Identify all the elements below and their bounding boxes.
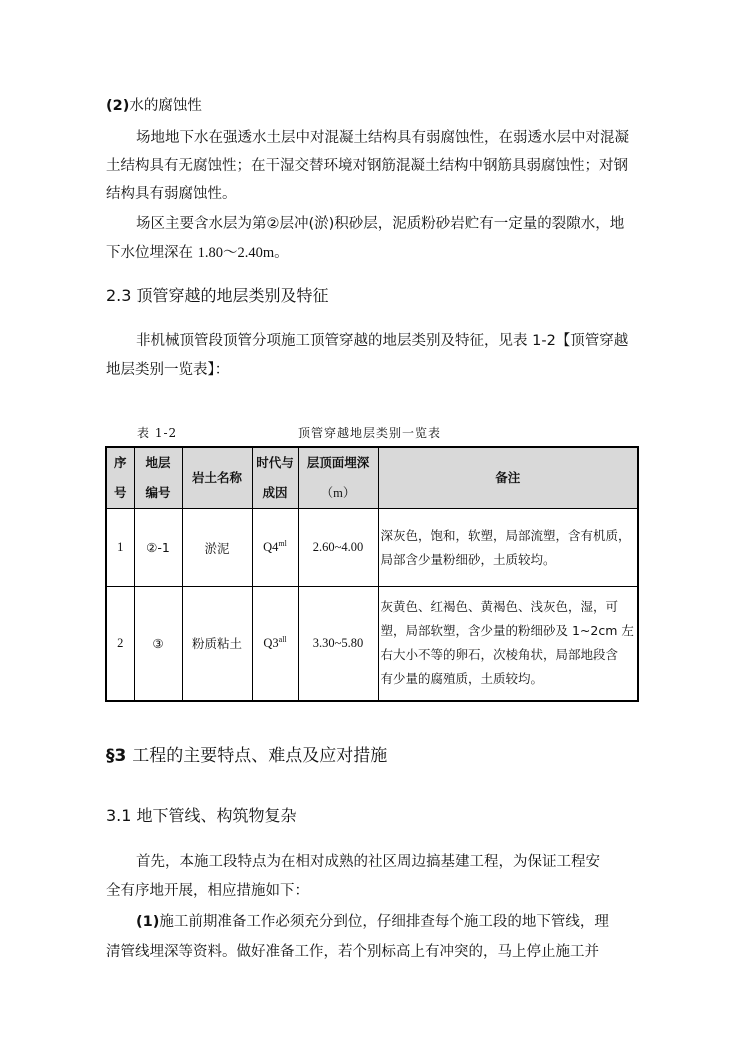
header-text: 层顶面埋深: [306, 455, 370, 470]
cell-depth: 3.30~5.80: [298, 587, 378, 701]
paragraph-line: 地层类别一览表】：: [106, 362, 230, 378]
table-header-row: [106, 447, 638, 509]
paragraph-line: 清管线埋深等资料。做好准备工作，若个别标高上有冲突的，马上停止施工并: [106, 944, 599, 960]
cell-layer: ③: [134, 587, 182, 701]
text-run: 施工前期准备工作必须充分到位，仔细排查每个施工段的地下管线，理: [159, 914, 609, 930]
header-text: 号: [113, 485, 127, 500]
cell-seq: 1: [106, 509, 134, 587]
header-text: 时代与: [256, 455, 294, 470]
paragraph-line: 首先，本施工段特点为在相对成熟的社区周边搞基建工程，为保证工程安: [136, 854, 600, 870]
header-soil: 岩土名称: [182, 447, 252, 509]
cell-age: [252, 587, 298, 701]
cell-age: [252, 509, 298, 587]
header-depth: [298, 447, 378, 509]
remark-line: 灰黄色、红褐色、黄褐色、浅灰色，湿，可: [380, 599, 619, 615]
cell-soil: 淤泥: [182, 509, 252, 587]
header-layer: [134, 447, 182, 509]
soil-layer-table: [105, 446, 639, 702]
cell-remark: [378, 587, 638, 701]
cell-seq: 2: [106, 587, 134, 701]
age-sup: all: [278, 634, 287, 644]
paragraph-line: [106, 243, 289, 263]
chapter-heading-3: [106, 744, 387, 768]
heading-number: (2): [106, 98, 130, 114]
paragraph-line: 全有序地开展，相应措施如下：: [106, 883, 309, 899]
header-seq: [106, 447, 134, 509]
chapter-heading-text: 工程的主要特点、难点及应对措施: [132, 746, 388, 766]
header-remark: 备注: [378, 447, 638, 509]
cell-depth: 2.60~4.00: [298, 509, 378, 587]
header-text: 编号: [145, 485, 171, 500]
section-mark: §3: [106, 746, 127, 766]
header-text: 地层: [145, 455, 171, 470]
header-age: [252, 447, 298, 509]
header-text: （m）: [320, 486, 356, 500]
paragraph-line: [136, 912, 609, 932]
remark-line: 局部含少量粉细砂，土质较均。: [380, 551, 556, 567]
cell-soil: 粉质粘土: [182, 587, 252, 701]
paragraph-line: 场区主要含水层为第②层冲(淤)积砂层，泥质粉砂岩贮有一定量的裂隙水，地: [136, 216, 625, 232]
table-number: 表 1-2: [137, 426, 178, 440]
age-sup: ml: [278, 538, 287, 548]
cell-layer: ②-1: [134, 509, 182, 587]
remark-line: 深灰色，饱和，软塑，局部流塑，含有机质，: [380, 527, 631, 543]
water-depth-value: 1.80～2.40m: [197, 245, 275, 261]
remark-line: 有少量的腐殖质，土质较均。: [380, 671, 544, 687]
header-text: 序: [113, 455, 127, 470]
table-caption: 顶管穿越地层类别一览表: [298, 426, 442, 440]
remark-line: 右大小不等的卵石，次棱角状，局部地段含: [380, 647, 619, 663]
heading-text: 水的腐蚀性: [129, 98, 202, 114]
table-row: [106, 509, 638, 587]
item-number: (1): [136, 914, 160, 930]
table-row: [106, 587, 638, 701]
paragraph-line: 场地地下水在强透水土层中对混凝土结构具有弱腐蚀性，在弱透水层中对混凝: [136, 130, 629, 146]
text-run: 下水位埋深在: [106, 245, 198, 261]
water-corrosion-heading: [106, 96, 202, 116]
paragraph-line: 非机械顶管段顶管分项施工顶管穿越的地层类别及特征，见表 1-2【顶管穿越: [136, 333, 629, 349]
age-base: Q3: [263, 635, 279, 650]
section-heading-3-1: 3.1 地下管线、构筑物复杂: [106, 806, 297, 825]
cell-remark: [378, 509, 638, 587]
paragraph-line: 结构具有弱腐蚀性。: [106, 186, 237, 202]
section-heading-2-3: 2.3 顶管穿越的地层类别及特征: [106, 286, 329, 305]
age-base: Q4: [263, 540, 279, 554]
text-run: 。: [274, 245, 289, 261]
header-text: 成因: [262, 485, 288, 500]
remark-line: 塑，局部软塑，含少量的粉细砂及 1~2cm 左: [380, 623, 634, 639]
paragraph-line: 土结构具有无腐蚀性；在干湿交替环境对钢筋混凝土结构中钢筋具弱腐蚀性；对钢: [106, 158, 628, 174]
